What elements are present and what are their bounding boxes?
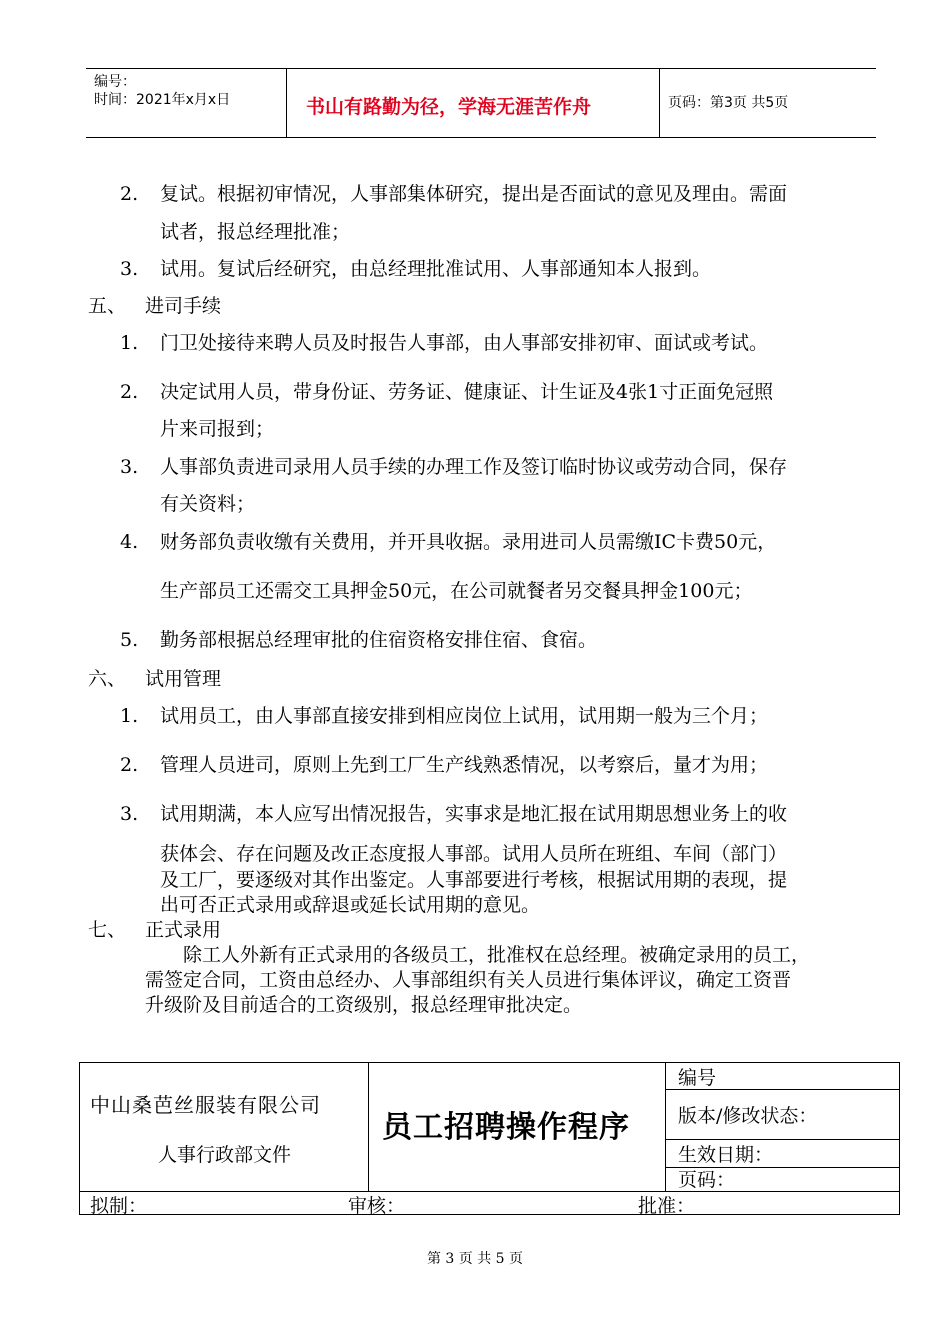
document-title: 员工招聘操作程序 xyxy=(382,1110,630,1145)
list-number: 2. xyxy=(120,183,139,205)
paragraph-line: 试用期满，本人应写出情况报告，实事求是地汇报在试用期思想业务上的收 xyxy=(160,803,788,825)
paragraph-line: 试用。复试后经研究，由总经理批准试用、人事部通知本人报到。 xyxy=(160,258,712,280)
company-name: 中山桑芭丝服装有限公司 xyxy=(90,1093,321,1117)
list-number: 1. xyxy=(120,705,139,727)
header-divider xyxy=(286,69,287,137)
version-status-label: 版本/修改状态： xyxy=(678,1105,818,1127)
paragraph-line: 决定试用人员，带身份证、劳务证、健康证、计生证及4张1寸正面免冠照 xyxy=(160,381,774,403)
paragraph-line: 试者，报总经理批准； xyxy=(160,221,351,243)
list-number: 5. xyxy=(120,629,139,651)
drafter-label: 拟制： xyxy=(90,1195,148,1217)
section-heading: 正式录用 xyxy=(145,919,222,941)
table-divider xyxy=(368,1063,369,1191)
paragraph-line: 人事部负责进司录用人员手续的办理工作及签订临时协议或劳动合同，保存 xyxy=(160,456,788,478)
paragraph-line: 获体会、存在问题及改正态度报人事部。试用人员所在班组、车间（部门） xyxy=(160,843,788,865)
reviewer-label: 审核： xyxy=(348,1195,406,1217)
list-number: 1. xyxy=(120,332,139,354)
paragraph-line: 生产部员工还需交工具押金50元，在公司就餐者另交餐具押金100元； xyxy=(160,580,753,602)
paragraph-line: 管理人员进司，原则上先到工厂生产线熟悉情况，以考察后，量才为用； xyxy=(160,754,769,776)
paragraph-line: 复试。根据初审情况，人事部集体研究，提出是否面试的意见及理由。需面 xyxy=(160,183,788,205)
effective-date-label: 生效日期： xyxy=(678,1144,774,1166)
paragraph-line: 除工人外新有正式录用的各级员工，批准权在总经理。被确定录用的员工， xyxy=(183,944,811,966)
section-heading: 试用管理 xyxy=(145,668,222,690)
header-page-info: 页码：第3页 共5页 xyxy=(668,95,789,111)
list-number: 3. xyxy=(120,803,139,825)
paragraph-line: 升级阶及目前适合的工资级别，报总经理审批决定。 xyxy=(145,994,583,1016)
paragraph-line: 财务部负责收缴有关费用，并开具收据。录用进司人员需缴IC卡费50元， xyxy=(160,531,777,553)
paragraph-line: 勤务部根据总经理审批的住宿资格安排住宿、食宿。 xyxy=(160,629,598,651)
section-heading: 进司手续 xyxy=(145,295,222,317)
header-divider xyxy=(659,69,660,137)
paragraph-line: 出可否正式录用或辞退或延长试用期的意见。 xyxy=(160,894,541,916)
table-divider xyxy=(665,1063,666,1191)
header-motto: 书山有路勤为径，学海无涯苦作舟 xyxy=(306,96,592,118)
paragraph-line: 及工厂，要逐级对其作出鉴定。人事部要进行考核，根据试用期的表现，提 xyxy=(160,869,788,891)
list-number: 4. xyxy=(120,531,139,553)
list-number: 2. xyxy=(120,754,139,776)
section-number: 六、 xyxy=(88,668,127,690)
header-number-label: 编号： xyxy=(94,74,136,90)
section-number: 五、 xyxy=(88,295,127,317)
paragraph-line: 试用员工，由人事部直接安排到相应岗位上试用，试用期一般为三个月； xyxy=(160,705,769,727)
paragraph-line: 门卫处接待来聘人员及时报告人事部，由人事部安排初审、面试或考试。 xyxy=(160,332,769,354)
doc-number-label: 编号 xyxy=(678,1067,717,1089)
paragraph-line: 片来司报到； xyxy=(160,418,275,440)
section-number: 七、 xyxy=(88,919,127,941)
department-name: 人事行政部文件 xyxy=(158,1144,292,1166)
header-time-label: 时间：2021年x月x日 xyxy=(94,92,231,108)
table-divider xyxy=(665,1139,899,1140)
approver-label: 批准： xyxy=(638,1195,696,1217)
paragraph-line: 有关资料； xyxy=(160,493,256,515)
paragraph-line: 需签定合同，工资由总经办、人事部组织有关人员进行集体评议，确定工资晋 xyxy=(145,969,792,991)
list-number: 3. xyxy=(120,456,139,478)
list-number: 2. xyxy=(120,381,139,403)
table-divider xyxy=(80,1191,899,1192)
page-number-label: 页码： xyxy=(678,1169,736,1191)
page-footer: 第 3 页 共 5 页 xyxy=(426,1251,524,1267)
list-number: 3. xyxy=(120,258,139,280)
